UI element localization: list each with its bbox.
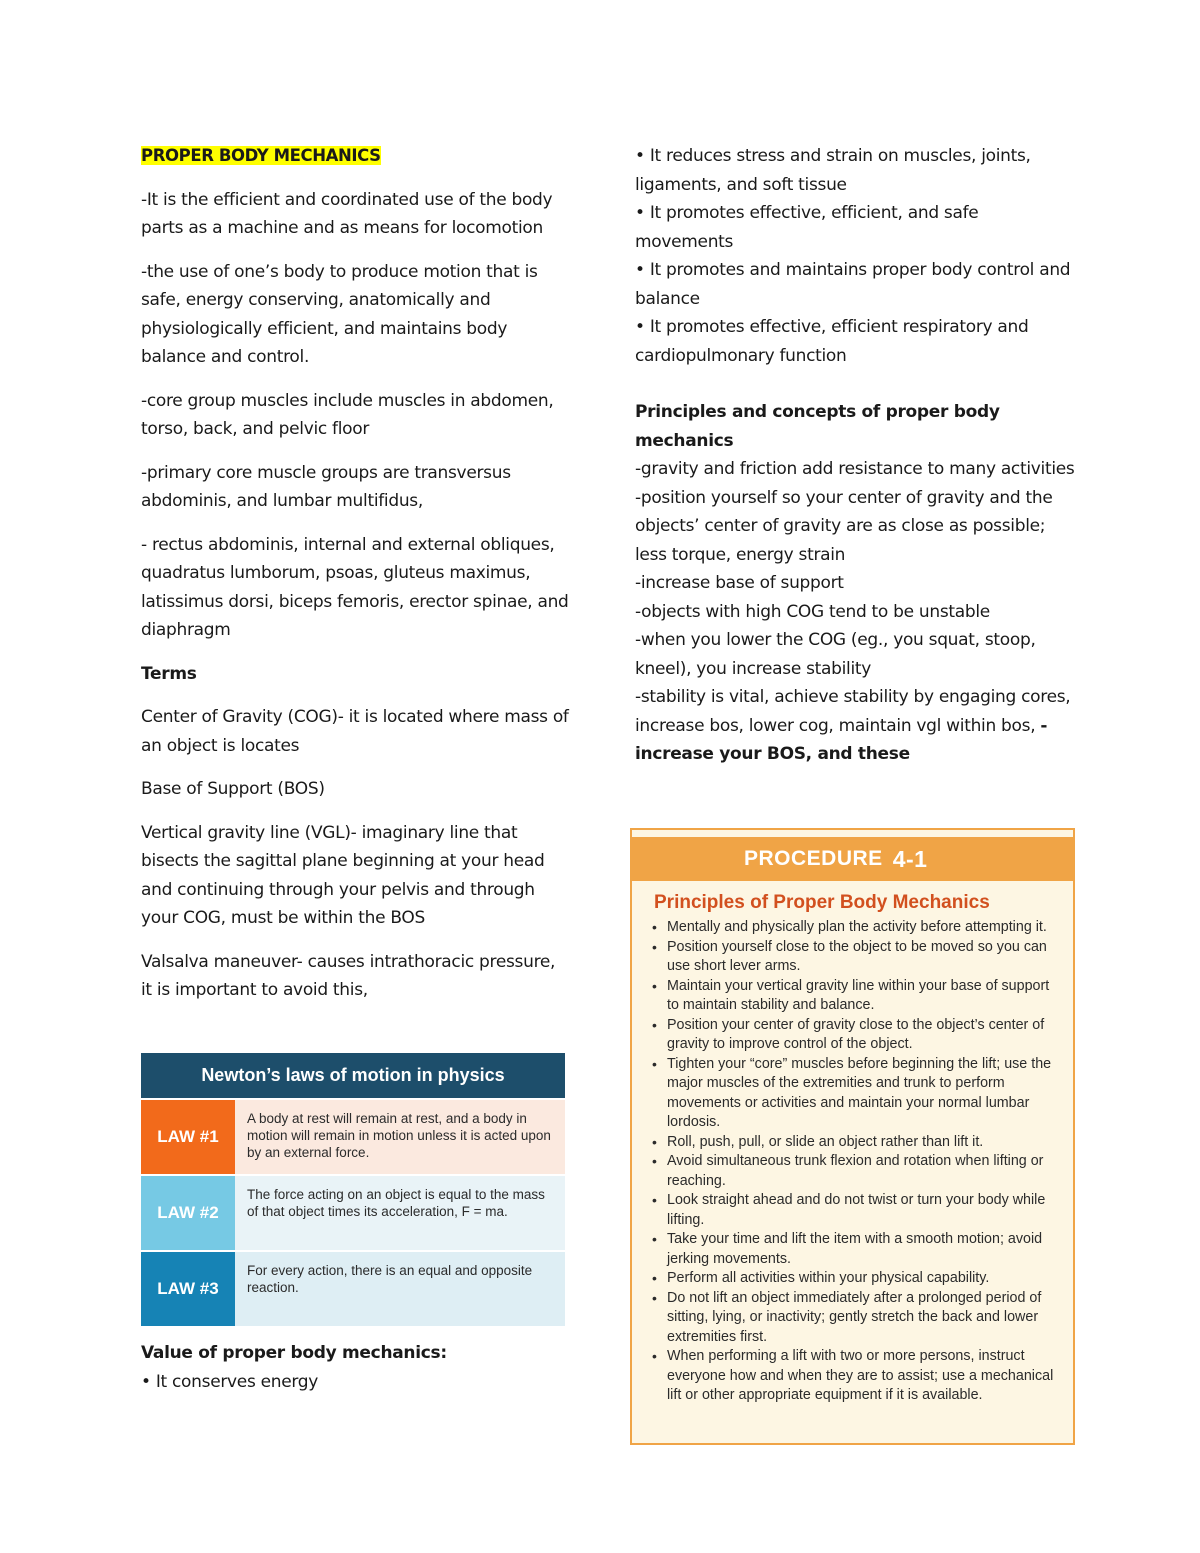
procedure-subtitle: Principles of Proper Body Mechanics — [654, 892, 990, 913]
concept-6 — [635, 683, 1075, 769]
term-vgl: Vertical gravity line (VGL)- imaginary line that bisects the sagittal plane beginning at your head and continuing through your pelvis and through your COG, must be within the BOS — [141, 822, 545, 928]
law-text-1: A body at rest will remain at rest, and a body in motion will remain in motion unless it is acted upon by an external force. — [235, 1100, 565, 1174]
procedure-item-text: Look straight ahead and do not twist or turn your body while lifting. — [667, 1192, 1046, 1228]
document-title: PROPER BODY MECHANICS — [141, 146, 381, 165]
procedure-item-text: Roll, push, pull, or slide an object rather than lift it. — [667, 1133, 984, 1150]
procedure-number: 4-1 — [892, 845, 928, 872]
procedure-list-item — [650, 1289, 1063, 1348]
concept-6-text: -stability is vital, achieve stability by engaging cores, increase bos, lower cog, maintain vgl within bos, — [635, 687, 1071, 736]
bullet-icon: • — [652, 1133, 657, 1150]
law-text-2: The force acting on an object is equal to the mass of that object times its acceleration, F = ma. — [235, 1176, 565, 1250]
bullet-icon: • — [652, 1289, 657, 1306]
newton-table-title: Newton’s laws of motion in physics — [141, 1053, 565, 1098]
procedure-item-text: When performing a lift with two or more persons, instruct everyone how and when they are to assist; use a mechanical lift or other appropriate equipment if it is available. — [667, 1348, 1054, 1403]
bullet-icon: • — [652, 977, 657, 994]
newton-laws-table — [141, 1053, 565, 1326]
value-section — [141, 1339, 571, 1396]
law-text-3: For every action, there is an equal and opposite reaction. — [235, 1252, 565, 1326]
concept-3: -increase base of support — [635, 573, 844, 593]
procedure-item-text: Avoid simultaneous trunk flexion and rotation when lifting or reaching. — [667, 1153, 1044, 1189]
procedure-list-item — [650, 1347, 1063, 1406]
value-bullet-2: • It reduces stress and strain on muscles, joints, ligaments, and soft tissue — [635, 146, 1031, 195]
concept-5: -when you lower the COG (eg., you squat, stoop, kneel), you increase stability — [635, 630, 1036, 679]
procedure-item-text: Perform all activities within your physical capability. — [667, 1270, 990, 1286]
definition-paragraph-2: -the use of one’s body to produce motion that is safe, energy conserving, anatomically and physiologically efficient, and maintains body balance and control. — [141, 261, 538, 367]
procedure-item-text: Position yourself close to the object to be moved so you can use short lever arms. — [667, 938, 1047, 974]
procedure-item-text: Maintain your vertical gravity line within your base of support to maintain stability and balance. — [667, 977, 1050, 1013]
procedure-item-text: Position your center of gravity close to the object’s center of gravity to improve control of the object. — [667, 1016, 1045, 1052]
concept-4: -objects with high COG tend to be unstable — [635, 601, 990, 622]
principles-heading: Principles and concepts of proper body mechanics — [635, 402, 1000, 451]
value-bullet-4: • It promotes and maintains proper body control and balance — [635, 260, 1071, 309]
procedure-box — [630, 828, 1075, 1445]
primary-core-paragraph: -primary core muscle groups are transversus abdominis, and lumbar multifidus, — [141, 462, 511, 511]
law-row-1 — [141, 1100, 565, 1174]
terms-heading: Terms — [141, 663, 197, 684]
value-bullet-3: • It promotes effective, efficient, and safe movements — [635, 203, 979, 252]
law-label-2: LAW #2 — [141, 1176, 235, 1250]
left-column — [141, 142, 571, 1020]
bullet-icon: • — [652, 1192, 657, 1208]
procedure-list-item — [650, 918, 1063, 938]
procedure-list-item — [650, 1016, 1063, 1055]
term-cog: Center of Gravity (COG)- it is located where mass of an object is locates — [141, 707, 569, 756]
procedure-list-item — [650, 1152, 1063, 1191]
procedure-item-text: Tighten your “core” muscles before beginning the lift; use the major muscles of the extremities and trunk to perform movements or activities and maintain your normal lumbar lordosis. — [667, 1055, 1052, 1130]
bullet-icon: • — [652, 1270, 657, 1286]
value-bullet-1: • It conserves energy — [141, 1371, 319, 1392]
concept-2: -position yourself so your center of gravity and the objects’ center of gravity are as close as possible; less torque, energy strain — [635, 487, 1053, 565]
bullet-icon: • — [652, 1055, 657, 1072]
bullet-icon: • — [652, 1348, 657, 1364]
right-column — [635, 142, 1075, 769]
procedure-list-item — [650, 977, 1063, 1016]
term-valsalva: Valsalva maneuver- causes intrathoracic pressure, it is important to avoid this, — [141, 951, 556, 1000]
bullet-icon: • — [652, 1016, 657, 1033]
procedure-list-item — [650, 1269, 1063, 1289]
core-muscles-paragraph: -core group muscles include muscles in abdomen, torso, back, and pelvic floor — [141, 390, 554, 439]
value-bullet-5: • It promotes effective, efficient respiratory and cardiopulmonary function — [635, 317, 1029, 366]
procedure-list-item — [650, 1191, 1063, 1230]
term-bos: Base of Support (BOS) — [141, 779, 325, 799]
procedure-item-text: Mentally and physically plan the activity before attempting it. — [667, 919, 1047, 935]
bullet-icon: • — [652, 938, 657, 955]
concept-1: -gravity and friction add resistance to many activities — [635, 459, 1075, 479]
procedure-list-item — [650, 1133, 1063, 1153]
document-title-line — [141, 142, 571, 171]
concept-6-bold: -increase your BOS, and these — [635, 715, 1048, 764]
procedure-header — [632, 837, 1073, 881]
bullet-icon: • — [652, 1231, 657, 1247]
procedure-list-item — [650, 1230, 1063, 1269]
definition-paragraph-1: -It is the efficient and coordinated use of the body parts as a machine and as means for locomotion — [141, 189, 553, 238]
law-label-3: LAW #3 — [141, 1252, 235, 1326]
bullet-icon: • — [652, 919, 657, 935]
procedure-item-text: Do not lift an object immediately after a prolonged period of sitting, lying, or inactivity; gently stretch the back and lower extremities first. — [667, 1289, 1042, 1345]
procedure-item-text: Take your time and lift the item with a smooth motion; avoid jerking movements. — [667, 1231, 1043, 1267]
value-heading: Value of proper body mechanics: — [141, 1343, 447, 1363]
bullet-icon: • — [652, 1153, 657, 1169]
law-label-1: LAW #1 — [141, 1100, 235, 1174]
procedure-list — [632, 918, 1073, 1406]
law-row-3 — [141, 1252, 565, 1326]
procedure-list-item — [650, 938, 1063, 977]
muscle-list-paragraph: - rectus abdominis, internal and external obliques, quadratus lumborum, psoas, gluteus maximus, latissimus dorsi, biceps femoris, erector spinae, and diaphragm — [141, 534, 569, 640]
law-row-2 — [141, 1176, 565, 1250]
procedure-label: PROCEDURE — [744, 847, 883, 870]
procedure-list-item — [650, 1055, 1063, 1133]
